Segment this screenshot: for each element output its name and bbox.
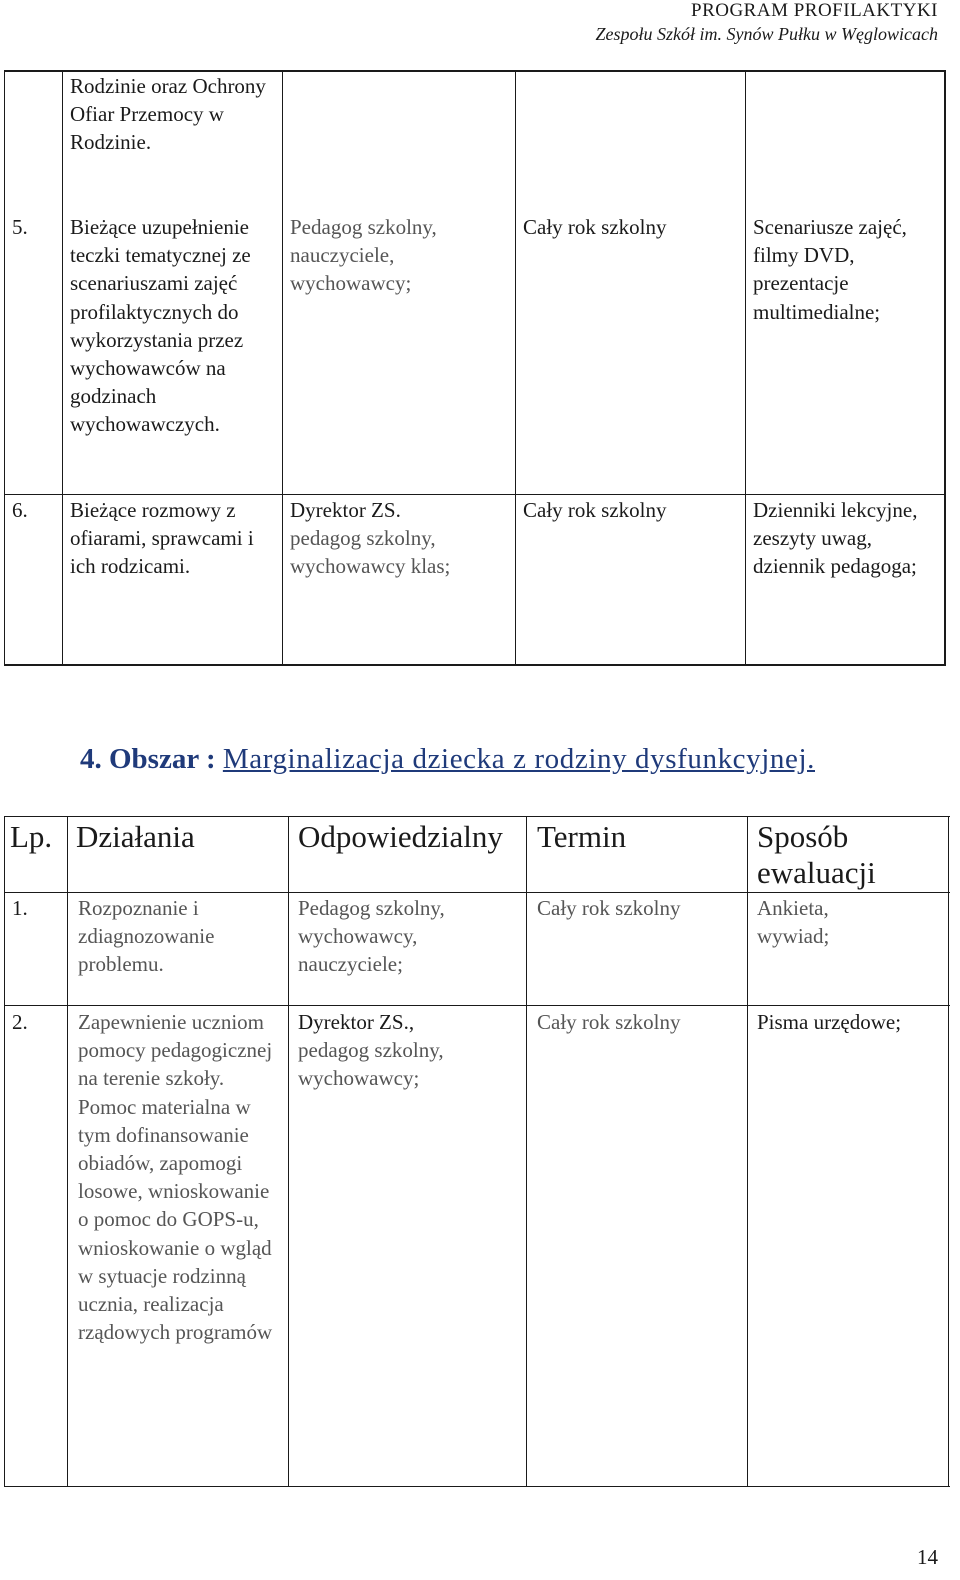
- table-cell-termin: Cały rok szkolny: [537, 1010, 681, 1034]
- table1-bottom-border: [4, 664, 946, 666]
- table1-border-left: [4, 70, 5, 666]
- column-header-dzialania: Działania: [76, 819, 195, 854]
- table-cell-termin: Cały rok szkolny: [537, 896, 681, 920]
- column-header-odpowiedzialny: Odpowiedzialny: [298, 819, 503, 854]
- table-cell-dzialania: Rodzinie oraz Ochrony Ofiar Przemocy w Rodzinie.: [70, 74, 266, 155]
- action-material-help: Pomoc materialna w tym dofinansowanie obiadów, zapomogi losowe, wnioskowanie o pomoc do GOPS-u, wnioskowanie o wgląd w sytuacje rodzinną ucznia, realizacja rządowych programów: [78, 1094, 273, 1345]
- table2-bottom-border: [4, 1486, 950, 1487]
- table2-col-divider: [526, 816, 527, 1487]
- table1-row-divider: [4, 494, 946, 495]
- table-cell-sposob: Pisma urzędowe;: [757, 1010, 902, 1034]
- program-title: PROGRAM PROFILAKTYKI: [691, 0, 938, 21]
- table1-border-right: [944, 70, 946, 666]
- table2-col-divider: [288, 816, 289, 1487]
- table-cell-lp: 1.: [12, 896, 28, 920]
- table-cell-dzialania: Rozpoznanie i zdiagnozowanie problemu.: [78, 896, 215, 977]
- responsible-staff: pedagog szkolny, wychowawcy klas;: [290, 526, 451, 579]
- table-cell-sposob: Dzienniki lekcyjne, zeszyty uwag, dziennik pedagoga;: [753, 498, 918, 579]
- section-heading: [80, 741, 815, 777]
- table-cell-termin: Cały rok szkolny: [523, 215, 667, 239]
- table2-header-divider: [4, 892, 950, 893]
- table-cell-odpowiedzialny: [298, 1008, 518, 1093]
- table2-border-left: [4, 816, 5, 1487]
- table1-col-divider: [62, 70, 63, 666]
- table2-row-divider: [4, 1005, 950, 1006]
- table2-col-divider: [747, 816, 748, 1487]
- section-number: 4. Obszar :: [80, 743, 216, 775]
- table-cell-sposob: Ankieta, wywiad;: [757, 896, 830, 949]
- section-topic: Marginalizacja dziecka z rodziny dysfunkcyjnej.: [222, 743, 815, 775]
- school-name: Zespołu Szkół im. Synów Pułku w Węglowicach: [595, 24, 938, 44]
- table2-col-divider: [67, 816, 68, 1487]
- table-cell-dzialania: [78, 1008, 283, 1346]
- table-cell-dzialania: Bieżące uzupełnienie teczki tematycznej ze scenariuszami zajęć profilaktycznych do wykorzystania przez wychowawców na godzinach wychowawczych.: [70, 215, 251, 437]
- table2-border-right: [948, 816, 949, 1487]
- table-cell-dzialania: Bieżące rozmowy z ofiarami, sprawcami i ich rodzicami.: [70, 498, 254, 579]
- responsible-director: Dyrektor ZS.: [290, 498, 401, 522]
- table-cell-sposob: Scenariusze zajęć, filmy DVD, prezentacje multimedialne;: [753, 215, 907, 324]
- table1-col-divider: [282, 70, 283, 666]
- responsible-director: Dyrektor ZS.,: [298, 1010, 415, 1034]
- column-header-termin: Termin: [537, 819, 627, 854]
- page-number: 14: [917, 1545, 938, 1569]
- table-cell-odpowiedzialny: Pedagog szkolny, wychowawcy, nauczyciele;: [298, 896, 445, 977]
- table1-col-divider: [745, 70, 746, 666]
- table2-top-border: [4, 816, 950, 817]
- table-cell-lp: 5.: [12, 215, 28, 239]
- table-cell-lp: 2.: [12, 1010, 28, 1034]
- responsible-staff: pedagog szkolny, wychowawcy;: [298, 1038, 444, 1091]
- table1-col-divider: [515, 70, 516, 666]
- table-cell-odpowiedzialny: [290, 496, 505, 581]
- action-pedagogical-help: Zapewnienie uczniom pomocy pedagogicznej na terenie szkoły.: [78, 1010, 273, 1091]
- table-cell-termin: Cały rok szkolny: [523, 498, 667, 522]
- table-cell-lp: 6.: [12, 498, 28, 522]
- column-header-lp: Lp.: [10, 819, 53, 854]
- column-header-sposob: Sposób ewaluacji: [757, 819, 876, 890]
- table-cell-odpowiedzialny: Pedagog szkolny, nauczyciele, wychowawcy;: [290, 215, 437, 296]
- page-header: [596, 0, 938, 46]
